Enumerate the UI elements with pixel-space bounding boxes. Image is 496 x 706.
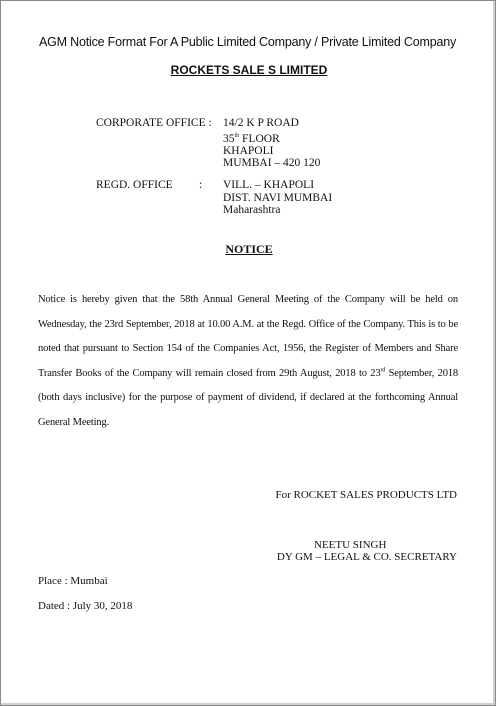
company-name: ROCKETS SALE S LIMITED xyxy=(170,63,328,77)
address-line: KHAPOLI xyxy=(223,144,274,157)
place-line: Place : Mumbai xyxy=(38,575,108,587)
address-line: 14/2 K P ROAD xyxy=(223,117,299,129)
notice-heading xyxy=(1,242,496,257)
address-line: MUMBAI – 420 120 xyxy=(223,157,321,170)
regd-office-colon: : xyxy=(199,179,203,191)
signature-for-line: For ROCKET SALES PRODUCTS LTD xyxy=(275,489,457,501)
corporate-office-label: CORPORATE OFFICE : xyxy=(96,117,212,129)
corporate-office-address xyxy=(223,117,320,170)
address-line: VILL. – KHAPOLI xyxy=(223,179,315,191)
document-title: AGM Notice Format For A Public Limited Company / Private Limited Company xyxy=(39,35,457,49)
address-line: Maharashtra xyxy=(223,204,281,216)
company-name-heading xyxy=(1,63,496,77)
notice-body: Notice is hereby given that the 58th Annual General Meeting of the Company will be held on Wednesday, the 23rd September, 2018 at 10.00 A.M. at the Regd. Office of the Company. This is to be noted that pursuant to Section 154 of the Companies Act, 1956, the Register of Members and Share Transfer Books of the Company will remain closed from 29th August, 2018 to 23rd September, 2018 (both days inclusive) for the purpose of payment of dividend, if declared at the forthcoming Annual General Meeting. xyxy=(38,294,458,428)
address-line: 35th FLOOR xyxy=(223,132,280,145)
address-line: DIST. NAVI MUMBAI xyxy=(223,191,333,204)
regd-office-address xyxy=(223,179,332,217)
regd-office-label: REGD. OFFICE xyxy=(96,179,173,191)
signatory-name: NEETU SINGH xyxy=(314,539,387,551)
dated-line: Dated : July 30, 2018 xyxy=(38,600,133,612)
signatory-designation: DY GM – LEGAL & CO. SECRETARY xyxy=(276,551,457,563)
notice-heading-text: NOTICE xyxy=(225,242,273,256)
